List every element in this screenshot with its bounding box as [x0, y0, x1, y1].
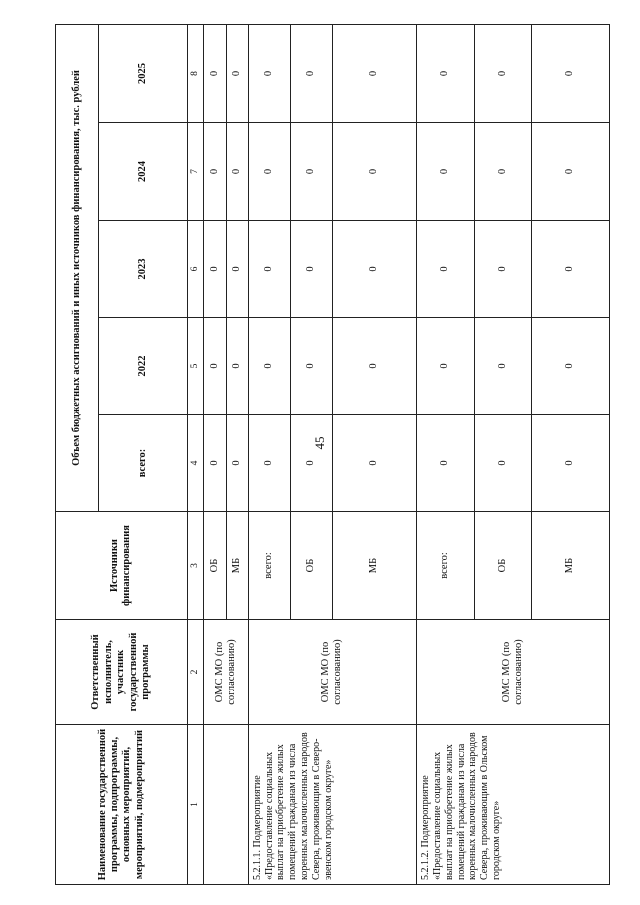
index-cell: 2 — [187, 620, 204, 725]
source-cell: ОБ — [474, 512, 532, 620]
value-cell: 0 — [417, 123, 475, 221]
value-cell: 0 — [226, 318, 248, 415]
value-cell: 0 — [248, 123, 290, 221]
header-volume: Объем бюджетных ассигнований и иных источников финансирования, тыс. рублей — [56, 24, 99, 511]
value-cell: 0 — [332, 415, 416, 512]
value-cell: 0 — [417, 221, 475, 318]
value-cell: 0 — [332, 318, 416, 415]
value-cell: 0 — [248, 24, 290, 122]
value-cell: 0 — [532, 318, 610, 415]
value-cell: 0 — [204, 123, 226, 221]
source-cell: МБ — [332, 512, 416, 620]
index-cell: 4 — [187, 415, 204, 512]
header-year: 2024 — [99, 123, 188, 221]
source-cell: всего: — [417, 512, 475, 620]
value-cell: 0 — [204, 221, 226, 318]
value-cell: 0 — [204, 318, 226, 415]
value-cell: 0 — [532, 24, 610, 122]
value-cell: 0 — [204, 24, 226, 122]
page-number: 45 — [312, 436, 327, 450]
table-row — [204, 24, 226, 884]
value-cell: 0 — [290, 24, 332, 122]
value-cell: 0 — [290, 318, 332, 415]
value-cell: 0 — [532, 123, 610, 221]
financing-table — [55, 24, 610, 885]
value-cell: 0 — [248, 318, 290, 415]
index-cell: 5 — [187, 318, 204, 415]
value-cell: 0 — [290, 123, 332, 221]
source-cell: МБ — [532, 512, 610, 620]
header-source: Источники финансирования — [56, 512, 188, 620]
index-row — [187, 24, 204, 884]
header-row-1 — [56, 24, 99, 884]
source-cell: ОБ — [290, 512, 332, 620]
value-cell: 0 — [474, 415, 532, 512]
responsible-cell: ОМС МО (по согласованию) — [417, 620, 610, 725]
value-cell: 0 — [417, 24, 475, 122]
value-cell: 0 — [474, 123, 532, 221]
value-cell: 0 — [532, 221, 610, 318]
responsible-cell: ОМС МО (по согласованию) — [248, 620, 416, 725]
header-total: всего: — [99, 415, 188, 512]
value-cell: 0 — [226, 24, 248, 122]
value-cell: 0 — [226, 221, 248, 318]
value-cell: 0 — [474, 24, 532, 122]
value-cell: 0 — [474, 318, 532, 415]
header-year: 2022 — [99, 318, 188, 415]
header-year: 2023 — [99, 221, 188, 318]
index-cell: 1 — [187, 725, 204, 885]
index-cell: 3 — [187, 512, 204, 620]
value-cell: 0 — [290, 221, 332, 318]
index-cell: 7 — [187, 123, 204, 221]
value-cell: 0 — [204, 415, 226, 512]
value-cell: 0 — [248, 221, 290, 318]
index-cell: 6 — [187, 221, 204, 318]
table-row — [417, 24, 475, 884]
index-cell: 8 — [187, 24, 204, 122]
subactivity-name: 5.2.1.1. Подмероприятие «Предоставление социальных выплат на приобретение жилых помещений гражданам из числа коренных малочисленных народов Севера, проживающим в Северо-эвенском городском округе» — [248, 725, 416, 885]
value-cell: 0 — [332, 221, 416, 318]
value-cell: 0 — [532, 415, 610, 512]
header-year: 2025 — [99, 24, 188, 122]
header-responsible: Ответственный исполнитель, участник государственной программы — [56, 620, 188, 725]
value-cell: 0 — [417, 415, 475, 512]
value-cell: 0 — [474, 221, 532, 318]
table-row — [248, 24, 290, 884]
subactivity-name: 5.2.1.2. Подмероприятие «Предоставление социальных выплат на приобретение жилых помещений гражданам из числа коренных малочисленных народов Севера, проживающим в Ольском городском округе» — [417, 725, 610, 885]
value-cell: 0 — [226, 123, 248, 221]
name-cell — [204, 725, 248, 885]
value-cell: 0 — [226, 415, 248, 512]
responsible-cell: ОМС МО (по согласованию) — [204, 620, 248, 725]
value-cell: 0 — [417, 318, 475, 415]
header-name: Наименование государственной программы, подпрограммы, основных мероприятий, мероприятий, подмероприятий — [56, 725, 188, 885]
value-cell: 0 — [332, 123, 416, 221]
source-cell: МБ — [226, 512, 248, 620]
value-cell: 0 — [248, 415, 290, 512]
source-cell: всего: — [248, 512, 290, 620]
source-cell: ОБ — [204, 512, 226, 620]
rotated-table-page — [55, 25, 610, 885]
value-cell: 0 — [332, 24, 416, 122]
value-cell: 0 — [290, 415, 332, 512]
